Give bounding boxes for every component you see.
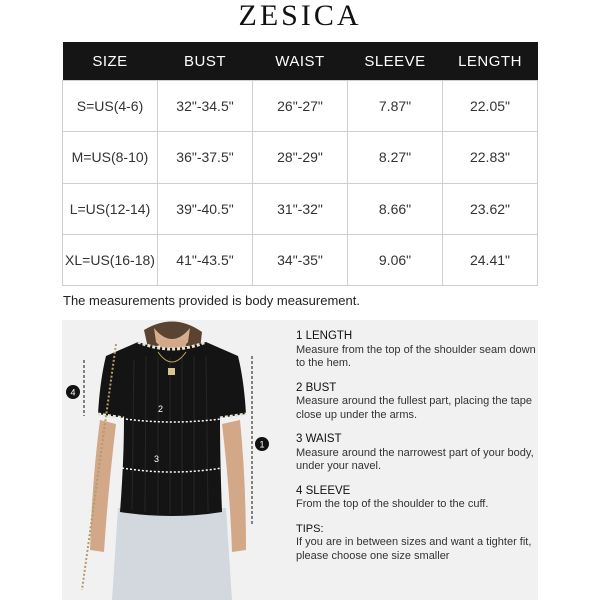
model-figure xyxy=(62,320,292,600)
cell-sleeve: 8.27" xyxy=(348,132,443,183)
length-marker: 1 xyxy=(259,439,265,450)
header-sleeve: SLEEVE xyxy=(348,42,443,81)
table-row xyxy=(63,183,538,234)
cell-size: L=US(12-14) xyxy=(63,183,158,234)
cell-waist: 26"-27" xyxy=(253,81,348,132)
necklace-pendant xyxy=(168,368,175,375)
instruction-text: Measure around the fullest part, placing the tape close up under the arms. xyxy=(296,395,533,421)
cell-bust: 36"-37.5" xyxy=(158,132,253,183)
cell-waist: 28"-29" xyxy=(253,132,348,183)
measurement-instructions xyxy=(296,330,536,563)
instruction-waist xyxy=(296,433,536,474)
cell-length: 22.05" xyxy=(443,81,538,132)
instruction-title: 3 WAIST xyxy=(296,433,342,445)
jeans-shape xyxy=(112,508,232,600)
cell-length: 23.62" xyxy=(443,183,538,234)
cell-sleeve: 9.06" xyxy=(348,234,443,285)
sleeve-marker: 4 xyxy=(70,387,76,398)
header-waist: WAIST xyxy=(253,42,348,81)
brand-logo: ZESICA xyxy=(238,0,362,32)
cell-size: S=US(4-6) xyxy=(63,81,158,132)
instruction-title: 2 BUST xyxy=(296,381,337,394)
bust-marker: 2 xyxy=(158,404,164,414)
cell-length: 24.41" xyxy=(443,234,538,285)
table-row xyxy=(63,81,538,132)
table-row xyxy=(63,132,538,183)
cell-bust: 39"-40.5" xyxy=(158,183,253,234)
instruction-text: From the top of the shoulder to the cuff. xyxy=(296,498,489,510)
header-size: SIZE xyxy=(63,42,158,81)
header-bust: BUST xyxy=(158,42,253,81)
tips-title: TIPS: xyxy=(296,522,324,535)
table-row xyxy=(63,234,538,285)
size-chart-table xyxy=(62,42,538,286)
table-header-row xyxy=(63,42,538,81)
header-length: LENGTH xyxy=(443,42,538,81)
cell-bust: 41"-43.5" xyxy=(158,234,253,285)
instruction-bust xyxy=(296,382,536,423)
tips-text: If you are in between sizes and want a tighter fit, please choose one size smaller xyxy=(296,536,532,562)
cell-waist: 31"-32" xyxy=(253,183,348,234)
cell-sleeve: 7.87" xyxy=(348,81,443,132)
waist-marker: 3 xyxy=(154,454,160,464)
cell-waist: 34"-35" xyxy=(253,234,348,285)
cell-bust: 32"-34.5" xyxy=(158,81,253,132)
cell-size: M=US(8-10) xyxy=(63,132,158,183)
cell-sleeve: 8.66" xyxy=(348,183,443,234)
instruction-text: Measure around the narrowest part of your body, under your navel. xyxy=(296,446,534,472)
instruction-length xyxy=(296,330,536,371)
measurement-note: The measurements provided is body measurement. xyxy=(63,293,360,308)
instruction-title: 4 SLEEVE xyxy=(296,484,351,497)
instruction-text: Measure from the top of the shoulder seam down to the hem. xyxy=(296,343,536,369)
instruction-title: 1 LENGTH xyxy=(296,330,353,342)
cell-size: XL=US(16-18) xyxy=(63,234,158,285)
cell-length: 22.83" xyxy=(443,132,538,183)
instruction-sleeve xyxy=(296,485,536,512)
